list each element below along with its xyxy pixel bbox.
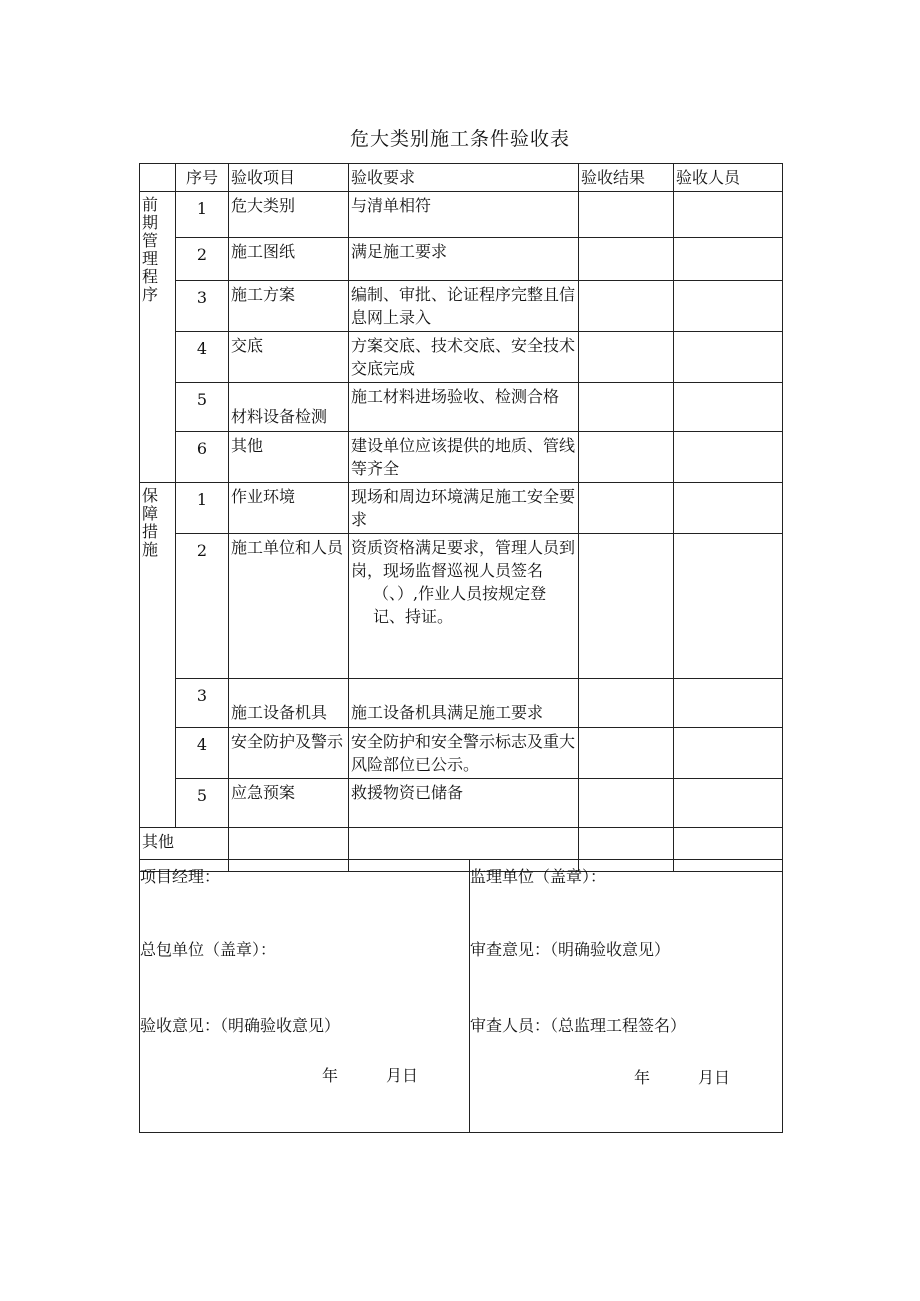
inspector-cell[interactable] [674, 779, 783, 828]
section-guarantee-label: 保障措施 [142, 486, 159, 559]
acceptance-opinion-label: 验收意见：（明确验收意见） [140, 1016, 341, 1035]
result-cell[interactable] [579, 483, 674, 534]
table-row [140, 679, 783, 728]
row-num: 6 [176, 432, 229, 483]
header-blank [140, 164, 176, 192]
row-requirement: 方案交底、技术交底、安全技术交底完成 [349, 332, 579, 383]
row-item: 安全防护及警示 [229, 728, 349, 779]
row-requirement: 施工设备机具满足施工要求 [349, 679, 579, 728]
inspector-cell[interactable] [674, 432, 783, 483]
supervisor-date-label: 年 月日 [634, 1068, 731, 1087]
row-requirement-text: 资质资格满足要求，管理人员到岗，现场监督巡视人员签名 [351, 538, 576, 580]
section-other: 其他 [140, 828, 229, 872]
inspector-cell[interactable] [674, 728, 783, 779]
inspector-cell[interactable] [674, 332, 783, 383]
inspection-table [139, 163, 783, 872]
row-requirement: 救援物资已储备 [349, 779, 579, 828]
result-cell[interactable] [579, 728, 674, 779]
row-item: 施工方案 [229, 281, 349, 332]
section-guarantee [140, 483, 176, 828]
header-inspector: 验收人员 [674, 164, 783, 192]
row-requirement: 安全防护和安全警示标志及重大风险部位已公示。 [349, 728, 579, 779]
row-num: 5 [176, 383, 229, 432]
row-requirement: 与清单相符 [349, 192, 579, 238]
result-cell[interactable] [579, 779, 674, 828]
table-row [140, 192, 783, 238]
table-row [140, 281, 783, 332]
row-item: 作业环境 [229, 483, 349, 534]
form-title: 危大类别施工条件验收表 [349, 128, 570, 150]
row-num: 2 [176, 238, 229, 281]
row-requirement: 编制、审批、论证程序完整且信息网上录入 [349, 281, 579, 332]
table-row [140, 432, 783, 483]
inspector-cell[interactable] [674, 383, 783, 432]
supervisor-stamp-label: 监理单位（盖章）： [470, 867, 607, 886]
row-item: 危大类别 [229, 192, 349, 238]
section-pre-label: 前期管理程序 [142, 195, 159, 304]
row-item: 施工单位和人员 [229, 534, 349, 679]
result-cell[interactable] [579, 238, 674, 281]
row-requirement-text-2: （、）,作业人员按规定登记、持证。 [373, 584, 547, 626]
row-requirement: 现场和周边环境满足施工安全要求 [349, 483, 579, 534]
signature-table [139, 859, 783, 1133]
contractor-stamp-label: 总包单位（盖章）： [140, 940, 277, 959]
row-item: 其他 [229, 432, 349, 483]
row-requirement [349, 534, 579, 679]
row-requirement: 建设单位应该提供的地质、管线等齐全 [349, 432, 579, 483]
table-row [140, 238, 783, 281]
row-num: 1 [176, 483, 229, 534]
row-requirement: 施工材料进场验收、检测合格 [349, 383, 579, 432]
review-opinion-label: 审查意见：（明确验收意见） [470, 940, 671, 959]
result-cell[interactable] [579, 281, 674, 332]
inspector-cell[interactable] [674, 483, 783, 534]
row-num: 4 [176, 332, 229, 383]
table-row [140, 383, 783, 432]
result-cell[interactable] [579, 679, 674, 728]
result-cell[interactable] [579, 332, 674, 383]
row-num: 5 [176, 779, 229, 828]
row-item: 施工设备机具 [229, 679, 349, 728]
inspector-cell[interactable] [674, 281, 783, 332]
inspector-cell[interactable] [674, 192, 783, 238]
project-manager-label: 项目经理： [140, 867, 221, 886]
contractor-date-label: 年 月日 [322, 1066, 419, 1085]
row-num: 1 [176, 192, 229, 238]
result-cell[interactable] [579, 192, 674, 238]
table-row [140, 534, 783, 679]
row-num: 2 [176, 534, 229, 679]
table-row [140, 483, 783, 534]
inspector-cell[interactable] [674, 534, 783, 679]
row-item: 施工图纸 [229, 238, 349, 281]
row-requirement: 满足施工要求 [349, 238, 579, 281]
supervisor-sign-cell [470, 860, 783, 1133]
contractor-sign-cell [140, 860, 470, 1133]
table-row [140, 728, 783, 779]
row-item: 交底 [229, 332, 349, 383]
inspector-cell[interactable] [674, 679, 783, 728]
row-num: 3 [176, 281, 229, 332]
row-num: 4 [176, 728, 229, 779]
table-row [140, 332, 783, 383]
result-cell[interactable] [579, 383, 674, 432]
header-seq: 序号 [176, 164, 229, 192]
section-pre [140, 192, 176, 483]
row-num: 3 [176, 679, 229, 728]
row-item: 应急预案 [229, 779, 349, 828]
header-requirement: 验收要求 [349, 164, 579, 192]
header-result: 验收结果 [579, 164, 674, 192]
header-row [140, 164, 783, 192]
header-item: 验收项目 [229, 164, 349, 192]
result-cell[interactable] [579, 432, 674, 483]
result-cell[interactable] [579, 534, 674, 679]
reviewer-label: 审查人员：（总监理工程签名） [470, 1016, 687, 1035]
inspector-cell[interactable] [674, 238, 783, 281]
row-item: 材料设备检测 [229, 383, 349, 432]
table-row [140, 779, 783, 828]
